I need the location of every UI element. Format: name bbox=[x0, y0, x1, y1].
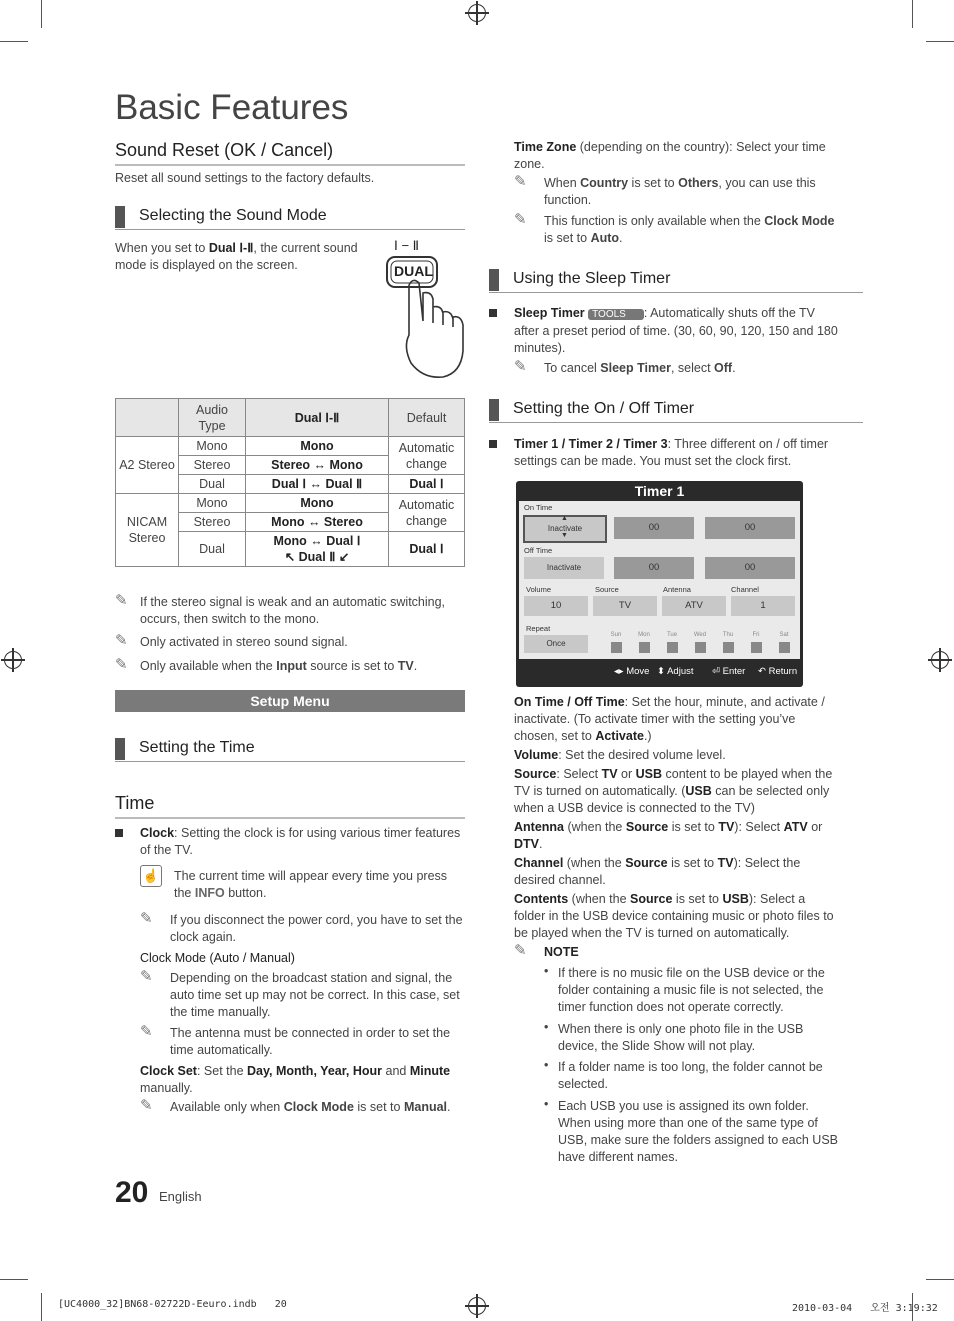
note-text: To cancel Sleep Timer, select Off. bbox=[544, 361, 736, 375]
source-desc: Source: Select TV or USB content to be played when the TV is turned on automatically. (USB can be selected only when a USB device is connected to the TV) bbox=[514, 767, 833, 815]
on-time-hour-field[interactable]: 00 bbox=[614, 517, 694, 539]
registration-mark-icon bbox=[468, 1297, 486, 1315]
note-pencil-icon: ✎ bbox=[115, 656, 128, 673]
setup-menu-bar: Setup Menu bbox=[115, 690, 465, 712]
channel-field[interactable]: 1 bbox=[731, 596, 795, 616]
note-pencil-icon: ✎ bbox=[514, 942, 527, 959]
selecting-sound-mode-heading: Selecting the Sound Mode bbox=[115, 205, 465, 230]
table-cell: Automatic change bbox=[389, 437, 465, 475]
note-pencil-icon: ✎ bbox=[115, 592, 128, 609]
day-checkbox[interactable] bbox=[695, 642, 706, 653]
note-pencil-icon: ✎ bbox=[140, 1023, 153, 1040]
time-heading: Time bbox=[115, 793, 465, 819]
list-item: Each USB you use is assigned its own folder. When using more than one of the same type of USB, make sure the folders assigned to each USB have different names. bbox=[558, 1099, 839, 1164]
table-cell: NICAM Stereo bbox=[116, 494, 179, 567]
day-label: Wed bbox=[693, 632, 707, 638]
registration-mark-icon bbox=[4, 651, 22, 669]
channel-desc: Channel (when the Source is set to TV): Select the desired channel. bbox=[514, 856, 801, 887]
sound-reset-heading: Sound Reset (OK / Cancel) bbox=[115, 140, 465, 166]
day-checkbox[interactable] bbox=[779, 642, 790, 653]
bullet-dot-icon: • bbox=[544, 1020, 549, 1034]
timer-screen-title: Timer 1 bbox=[634, 483, 685, 499]
day-checkbox[interactable] bbox=[611, 642, 622, 653]
note-text: If you disconnect the power cord, you have to set the clock again. bbox=[170, 913, 463, 944]
list-item: If there is no music file on the USB device or the folder containing a music file is not selected, the timer function does not operate correctly. bbox=[558, 966, 825, 1014]
antenna-desc: Antenna (when the Source is set to TV): Select ATV or DTV. bbox=[514, 820, 823, 851]
contents-desc: Contents (when the Source is set to USB): Select a folder in the USB device containing music or photo files to be played when the TV is turned on automatically. bbox=[514, 892, 834, 940]
day-checkbox[interactable] bbox=[667, 642, 678, 653]
table-cell: Mono bbox=[179, 437, 246, 456]
on-off-timer-heading: Setting the On / Off Timer bbox=[489, 398, 863, 423]
sound-reset-text: Reset all sound settings to the factory defaults. bbox=[115, 171, 375, 185]
bullet-dot-icon: • bbox=[544, 964, 549, 978]
enter-icon: ⏎ bbox=[712, 666, 720, 677]
table-cell: Automatic change bbox=[389, 494, 465, 532]
off-time-label: Off Time bbox=[524, 546, 553, 555]
selecting-intro: When you set to Dual Ⅰ-Ⅱ, the current sound mode is displayed on the screen. bbox=[115, 241, 358, 272]
note-text: Depending on the broadcast station and signal, the auto time set up may not be correct. In this case, set the time manually. bbox=[170, 971, 460, 1019]
off-time-activate-field[interactable]: Inactivate bbox=[524, 557, 604, 579]
footer-date: 2010-03-04 오전 3:19:32 bbox=[792, 1303, 938, 1314]
day-label: Tue bbox=[666, 632, 678, 638]
note-pencil-icon: ✎ bbox=[115, 632, 128, 649]
left-right-arrow-icon: ◂▸ bbox=[614, 666, 624, 677]
bullet-dot-icon: • bbox=[544, 1058, 549, 1072]
off-time-hour-field[interactable]: 00 bbox=[614, 557, 694, 579]
nav-adjust: ⬍ Adjust bbox=[657, 666, 694, 677]
note-text: This function is only available when the Clock Mode is set to Auto. bbox=[544, 214, 835, 245]
time-zone-text: Time Zone (depending on the country): Select your time zone. bbox=[514, 140, 826, 171]
day-label: Sun bbox=[610, 632, 622, 638]
setting-the-time-heading: Setting the Time bbox=[115, 737, 465, 762]
day-label: Fri bbox=[752, 632, 760, 638]
note-text: Available only when Clock Mode is set to Manual. bbox=[170, 1100, 451, 1114]
on-off-timer-text: Timer 1 / Timer 2 / Timer 3: Three different on / off timer settings can be made. You must set the clock first. bbox=[514, 437, 829, 468]
up-down-arrow-icon: ⬍ bbox=[657, 666, 665, 677]
table-cell: Dual bbox=[179, 532, 246, 567]
day-label: Thu bbox=[722, 632, 734, 638]
antenna-field[interactable]: ATV bbox=[662, 596, 726, 616]
clock-text: Clock: Setting the clock is for using various timer features of the TV. bbox=[140, 826, 461, 857]
table-cell: Mono bbox=[246, 494, 389, 513]
table-cell: Stereo ↔ Mono bbox=[246, 456, 389, 475]
source-field[interactable]: TV bbox=[593, 596, 657, 616]
list-item: When there is only one photo file in the USB device, the Slide Show will not play. bbox=[558, 1022, 804, 1053]
table-header: Dual Ⅰ-Ⅱ bbox=[246, 399, 389, 437]
on-time-activate-field[interactable]: Inactivate bbox=[523, 515, 607, 543]
antenna-label: Antenna bbox=[663, 585, 691, 594]
repeat-field[interactable]: Once bbox=[524, 635, 588, 653]
note-pencil-icon: ✎ bbox=[514, 173, 527, 190]
table-cell: Mono bbox=[179, 494, 246, 513]
page-language: English bbox=[159, 1189, 202, 1204]
source-label: Source bbox=[595, 585, 619, 594]
note-pencil-icon: ✎ bbox=[514, 358, 527, 375]
day-checkbox[interactable] bbox=[751, 642, 762, 653]
nav-enter: ⏎ Enter bbox=[712, 666, 746, 677]
note-text: When Country is set to Others, you can use this function. bbox=[544, 176, 816, 207]
table-cell: Dual Ⅰ bbox=[389, 532, 465, 567]
bullet-icon bbox=[489, 440, 497, 448]
table-cell: Mono ↔ Stereo bbox=[246, 513, 389, 532]
remote-caption: Ⅰ − Ⅱ bbox=[394, 238, 420, 253]
note-label: NOTE bbox=[544, 945, 579, 959]
info-note: The current time will appear every time you press the INFO button. bbox=[174, 869, 448, 900]
volume-field[interactable]: 10 bbox=[524, 596, 588, 616]
day-checkbox[interactable] bbox=[639, 642, 650, 653]
note-pencil-icon: ✎ bbox=[140, 1097, 153, 1114]
tools-badge-icon: TOOLS bbox=[588, 309, 644, 320]
note-pencil-icon: ✎ bbox=[140, 910, 153, 927]
on-off-time-desc: On Time / Off Time: Set the hour, minute, and activate / inactivate. (To activate timer with the setting you’ve chosen, set to Activate.) bbox=[514, 695, 825, 743]
table-cell: Dual bbox=[179, 475, 246, 494]
table-cell: Mono ↔ Dual Ⅰ ↖ Dual Ⅱ ↙ bbox=[246, 532, 389, 567]
registration-mark-icon bbox=[468, 4, 486, 22]
note-text: If the stereo signal is weak and an automatic switching, occurs, then switch to the mono. bbox=[140, 595, 446, 626]
note-text: The antenna must be connected in order to set the time automatically. bbox=[170, 1026, 451, 1057]
note-text: Only activated in stereo sound signal. bbox=[140, 635, 348, 649]
table-header: Audio Type bbox=[179, 399, 246, 437]
footer-file: [UC4000_32]BN68-02722D-Eeuro.indb 20 bbox=[58, 1299, 287, 1310]
return-icon: ↶ bbox=[758, 666, 766, 677]
timer-screen bbox=[516, 481, 803, 687]
up-arrow-icon: ▲ bbox=[561, 515, 568, 522]
volume-desc: Volume: Set the desired volume level. bbox=[514, 748, 726, 762]
repeat-label: Repeat bbox=[526, 624, 551, 633]
channel-label: Channel bbox=[731, 585, 759, 594]
table-cell: A2 Stereo bbox=[116, 437, 179, 494]
day-checkbox[interactable] bbox=[723, 642, 734, 653]
nav-move: ◂▸ Move bbox=[614, 666, 650, 677]
on-time-label: On Time bbox=[524, 503, 553, 512]
on-time-minute-field[interactable]: 00 bbox=[705, 517, 795, 539]
dual-button-label: DUAL bbox=[394, 263, 433, 279]
nav-return: ↶ Return bbox=[758, 666, 798, 677]
table-cell: Stereo bbox=[179, 513, 246, 532]
hand-note-icon: ☝ bbox=[140, 865, 162, 887]
table-cell: Dual Ⅰ ↔ Dual Ⅱ bbox=[246, 475, 389, 494]
clock-set-text: Clock Set: Set the Day, Month, Year, Hour and Minute manually. bbox=[140, 1064, 451, 1095]
list-item: If a folder name is too long, the folder cannot be selected. bbox=[558, 1060, 823, 1091]
sleep-timer-text: Sleep Timer TOOLS : Automatically shuts off the TV after a preset period of time. (30, 60, 90, 120, 150 and 180 minutes). bbox=[514, 306, 838, 355]
clock-mode-label: Clock Mode (Auto / Manual) bbox=[140, 951, 295, 965]
off-time-minute-field[interactable]: 00 bbox=[705, 557, 795, 579]
page-title: Basic Features bbox=[115, 88, 349, 127]
sleep-timer-heading: Using the Sleep Timer bbox=[489, 268, 863, 293]
note-pencil-icon: ✎ bbox=[514, 211, 527, 228]
table-cell: Dual Ⅰ bbox=[389, 475, 465, 494]
note-text: Only available when the Input source is set to TV. bbox=[140, 659, 418, 673]
sound-mode-table bbox=[115, 398, 465, 567]
bullet-dot-icon: • bbox=[544, 1097, 549, 1111]
bullet-icon bbox=[115, 829, 123, 837]
bullet-icon bbox=[489, 309, 497, 317]
table-cell: Mono bbox=[246, 437, 389, 456]
day-label: Sat bbox=[779, 632, 789, 638]
table-header-empty bbox=[116, 399, 179, 437]
table-header: Default bbox=[389, 399, 465, 437]
note-pencil-icon: ✎ bbox=[140, 968, 153, 985]
day-label: Mon bbox=[638, 632, 650, 638]
page-number: 20 bbox=[115, 1176, 149, 1209]
registration-mark-icon bbox=[931, 651, 949, 669]
volume-label: Volume bbox=[526, 585, 552, 594]
table-cell: Stereo bbox=[179, 456, 246, 475]
down-arrow-icon: ▼ bbox=[561, 532, 568, 539]
